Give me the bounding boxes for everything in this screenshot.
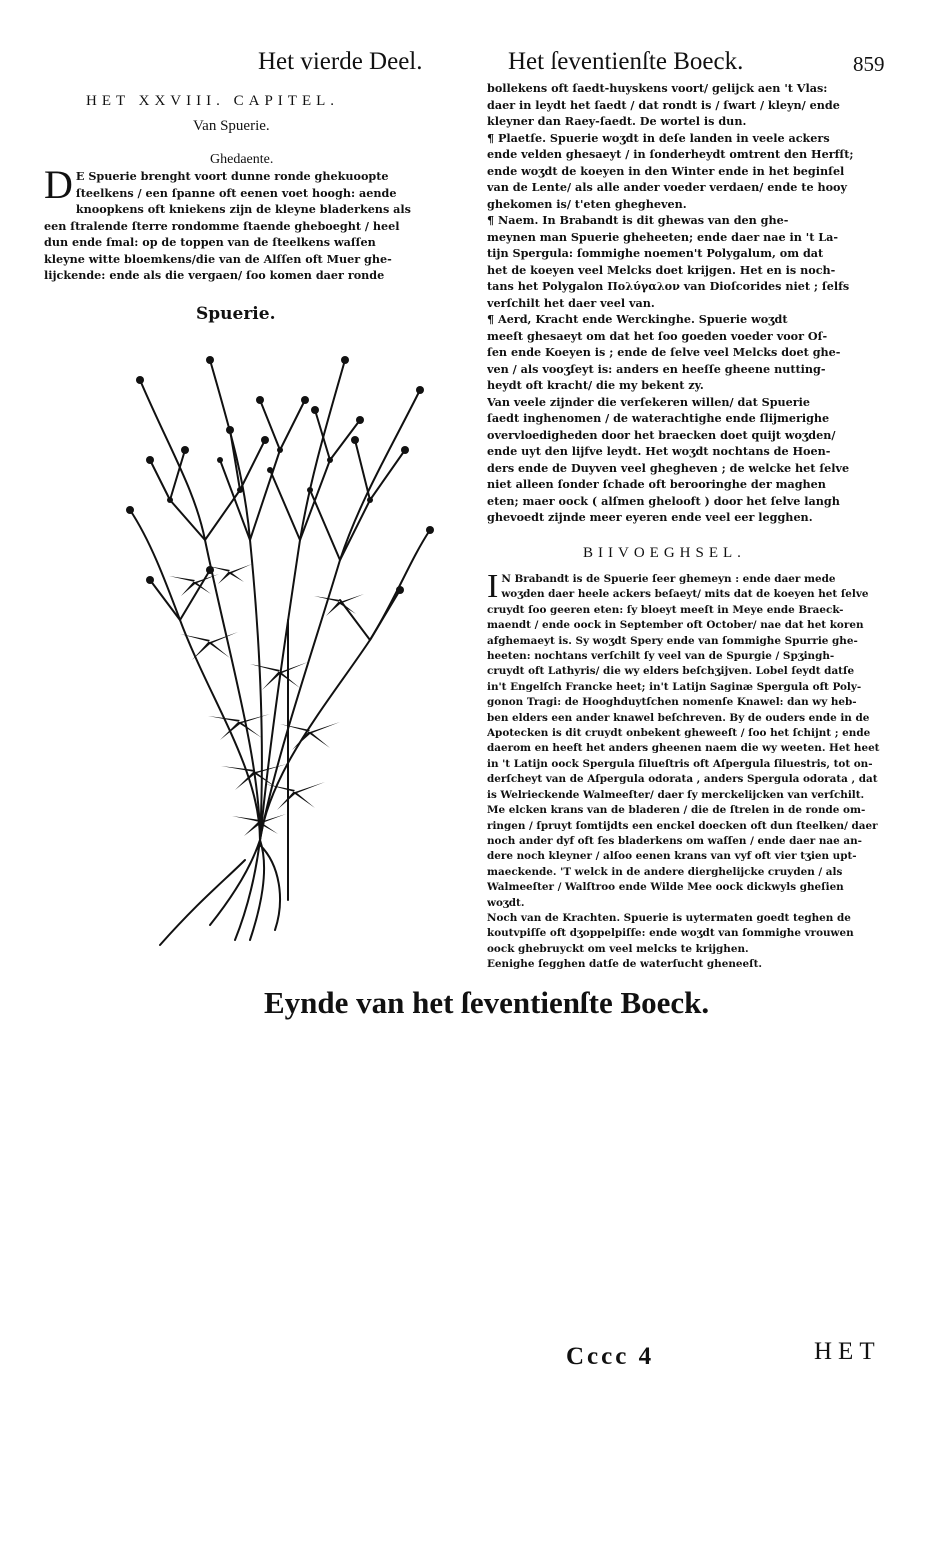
text-line: noch ander dyf oft ſes bladerkens om waſſen / ende daer nae an-: [487, 834, 862, 847]
text-line: kleyner dan Raey-ſaedt. De wortel is dun.: [487, 114, 747, 128]
text-line: ders ende de Duyven veel ghegheven ; de welcke het ſelve: [487, 460, 850, 475]
text-line: lijckende: ende als die vergaen/ ſoo komen daer ronde: [44, 268, 385, 282]
text-line: ghevoedt zijnde meer eyeren ende veel eer legghen.: [487, 510, 813, 524]
text-line: Me elcken krans van de bladeren / die de ſtrelen in de ronde om-: [487, 804, 866, 817]
text-line: ſteelkens / een ſpanne oft eenen voet hoogh: aende: [75, 185, 397, 200]
text-line: heeten: nochtans verſchilt ſy veel van de Spurgie / Spʒingh-: [487, 650, 835, 663]
text-line: Van veele zijnder die verſekeren willen/ dat Spuerie: [487, 394, 811, 409]
text-line: tijn Spergula: ſommighe noemen't Polygalum, om dat: [487, 246, 824, 260]
right-text-block: [487, 80, 907, 526]
end-of-book-title: Eynde van het ſeventienſte Boeck.: [264, 985, 710, 1020]
section-heading: Ghedaente.: [210, 152, 274, 167]
text-line: in 't Latijn oock Spergula ſilueſtris oft Aſpergula ſiluestris, tot on-: [487, 757, 873, 770]
text-line: Apotecken is dit cruydt onbekent gheweeſt / ſoo het ſchijnt ; ende: [487, 727, 871, 740]
text-line: Eenighe ſegghen datſe de waterſucht gheneeſt.: [487, 958, 762, 971]
text-line: knoopkens oft kniekens zijn de kleyne bladerkens als: [75, 202, 411, 216]
text-line: ghekomen is/ t'eten ghegheven.: [487, 196, 687, 211]
chapter-title: Van Spuerie.: [193, 118, 270, 134]
addendum-heading: BIIVOEGHSEL.: [583, 545, 746, 561]
text-line: woʒdt.: [487, 896, 525, 909]
text-line: Noch van de Krachten. Spuerie is uytermaten goedt teghen de: [487, 911, 851, 924]
text-line: derſcheyt van de Aſpergula odorata , anders Spergula odorata , dat: [487, 773, 878, 786]
text-line: gonon Tragi: de Hooghduytſchen nomenſe Knawel: dan wy heb-: [487, 696, 857, 709]
text-line: van de Lente/ als alle ander voeder verdaen/ ende te hooy: [487, 180, 848, 194]
chapter-heading: HET XXVIII. CAPITEL.: [86, 93, 340, 109]
text-line: niet alleen ſonder ſchade oft berooringhe der maghen: [487, 477, 826, 491]
text-line: ende velden ghesaeyt / in ſonderheydt omtrent den Herfſt;: [487, 147, 854, 161]
text-line: ende uyt den lijfve leydt. Het woʒdt nochtans de Hoen-: [487, 444, 831, 458]
left-text-block: [44, 162, 464, 284]
text-line: ende woʒdt de koeyen in den Winter ende in het beginſel: [487, 163, 845, 178]
text-line: ſen ende Koeyen is ; ende de ſelve veel Melcks doet ghe-: [487, 345, 841, 359]
text-line: meeſt ghesaeyt om dat het ſoo goeden voeder voor Oſ-: [487, 328, 828, 343]
text-line: een ſtralende ſterre rondomme ſtaende gheboeght / heel: [44, 218, 400, 233]
spuerie-woodcut-illustration: [110, 340, 450, 950]
text-line: ven / als vooʒſeyt is: anders en heeſſe gheene nutting-: [487, 361, 826, 376]
text-line: ringen / ſpruyt ſomtijdts een enckel doecken oft dun ſteelken/ daer: [487, 819, 878, 832]
text-line: daerom en heeft het anders gheenen naem die wy weeten. Het heet: [487, 742, 880, 755]
text-line: maeckende. 'T welck in de andere dierghelijcke cruyden / als: [487, 865, 843, 878]
text-line: daer in leydt het ſaedt / dat rondt is / ſwart / kleyn/ ende: [487, 97, 840, 112]
text-line: dun ende ſmal: op de toppen van de ſteelkens waſſen: [44, 235, 376, 249]
text-line: meynen man Spuerie gheheeten; ende daer nae in 't La-: [487, 229, 839, 244]
text-line: ¶ Plaetſe. Spuerie woʒdt in deſe landen in veele ackers: [487, 130, 830, 145]
text-line: is Welrieckende Walmeeſter/ daer ſy merckelijcken van verſchilt.: [487, 788, 865, 801]
text-line: oock ghebruyckt om veel melcks te krijghen.: [487, 942, 749, 955]
page-number: 859: [853, 52, 885, 76]
drop-cap: I: [487, 568, 499, 605]
figure-caption: Spuerie.: [196, 304, 276, 324]
drop-cap: D: [44, 162, 73, 207]
text-line: overvloedigheden door het braecken doet quijt woʒden/: [487, 427, 836, 442]
text-line: afghemaeyt is. Sy woʒdt Spery ende van ſommighe Spurrie ghe-: [487, 634, 858, 647]
text-line: N Brabandt is de Spuerie ſeer ghemeyn : ende daer mede: [501, 573, 836, 585]
text-line: maendt / ende oock in September oft October/ nae dat het koren: [487, 619, 864, 632]
text-line: ſaedt inghenomen / de waterachtighe ende ſlijmerighe: [487, 411, 830, 425]
text-line: tans het Polygalon Πολύγαλον van Dioſcorides niet ; ſelfs: [487, 279, 850, 293]
running-head-center: Het ſeventienſte Boeck.: [508, 48, 744, 75]
text-line: cruydt ſoo geeren eten: ſy bloeyt meeſt in Meye ende Braeck-: [487, 603, 844, 616]
catchword: HET: [814, 1338, 881, 1365]
text-line: Walmeeſter / Walſtroo ende Wilde Mee oock dickwyls gheſien: [487, 881, 844, 894]
text-line: eten; maer oock ( alſmen ghelooft ) door het ſelve langh: [487, 493, 840, 508]
running-head-left: Het vierde Deel.: [258, 48, 423, 75]
text-line: verſchilt het daer veel van.: [487, 295, 655, 310]
text-line: in't Engelſch Francke heet; in't Latijn Saginæ Spergula oft Poly-: [487, 680, 862, 693]
signature-mark: Cccc 4: [566, 1343, 655, 1370]
text-line: ¶ Aerd, Kracht ende Werckinghe. Spuerie woʒdt: [487, 312, 788, 326]
text-line: woʒden daer heele ackers beſaeyt/ mits dat de koeyen het ſelve: [501, 588, 869, 601]
text-line: het de koeyen veel Melcks doet krijgen. Het en is noch-: [487, 262, 836, 277]
text-line: E Spuerie brenght voort dunne ronde ghekuoopte: [75, 169, 389, 183]
addendum-text-block: [487, 568, 907, 973]
text-line: kleyne witte bloemkens/die van de Alſſen oft Muer ghe-: [44, 251, 392, 266]
text-line: dere noch kleyner / alſoo eenen krans van vyf oft vier tʒien upt-: [487, 850, 857, 863]
text-line: cruydt oft Lathyris/ die wy elders beſchʒijven. Lobel ſeydt datſe: [487, 665, 855, 678]
text-line: ben elders een ander knawel beſchreven. By de ouders ende in de: [487, 711, 870, 724]
text-line: heydt oft kracht/ die my bekent zy.: [487, 378, 704, 392]
text-line: ¶ Naem. In Brabandt is dit ghewas van den ghe-: [487, 213, 789, 227]
text-line: bollekens oft ſaedt-huyskens voort/ gelijck aen 't Vlas:: [487, 81, 828, 95]
text-line: koutvpiſſe oft dʒoppelpiſſe: ende woʒdt van ſommighe vrouwen: [487, 927, 854, 940]
